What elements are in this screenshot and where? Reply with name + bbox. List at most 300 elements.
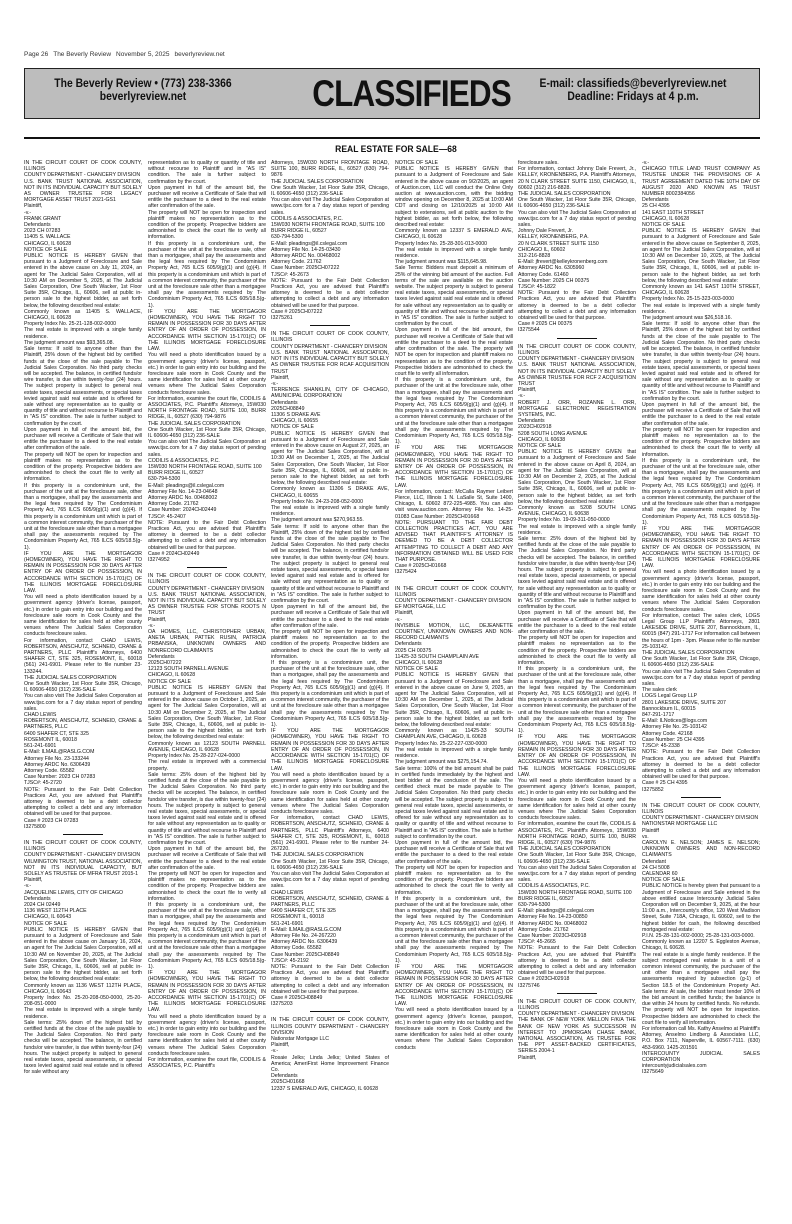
notice-line: You can also visit The Judicial Sales Corporation at www.tjsc.com for a 7 day status report of pending sales. bbox=[24, 693, 142, 712]
notice-line: NATIONSTAR MORTGAGE LLC bbox=[642, 821, 718, 828]
notice-line: NOTE: Pursuant to the Fair Debt Collection Practices Act, you are advised that Plaintiff's attorney is deemed to be a debt collector attempting to collect a debt and any information obtained will be used for that purpose. bbox=[148, 519, 266, 551]
notice-line: Upon payment in full of the amount bid, the purchaser will receive a Certificate of Sale that will entitle the purchaser to a deed to the real estate after confirmation of the sale. bbox=[24, 426, 142, 452]
notice-line: E-Mail: ILMAIL@RASLG.COM bbox=[271, 926, 342, 933]
notice-line: 15W030 NORTH FRONTAGE ROAD, SUITE 100 bbox=[518, 889, 632, 896]
notice-line: Property Index No. 25-15-323-003-0000 bbox=[642, 296, 734, 303]
notice-line: vs. bbox=[642, 833, 649, 840]
notice-line: COUNTY DEPARTMENT - CHANCERY DIVISION bbox=[395, 598, 512, 605]
notice-line: IF YOU ARE THE MORTGAGOR (HOMEOWNER), YOU HAVE THE RIGHT TO REMAIN IN POSSESSION FOR 30 DAYS AFTER ENTRY OF AN ORDER OF POSSESSION, IN ACCORDANCE WITH SECTION 15-1701(C) OF THE ILLINOIS MORTGAGE FORECLOSURE LAW. bbox=[148, 970, 266, 1014]
banner-title: CLASSIFIEDS bbox=[312, 73, 511, 114]
notice-line: One South Wacker, 1st Floor Suite 35R, Chicago, IL 60606-4650 (312) 236-SALE bbox=[518, 197, 636, 210]
classifieds-banner bbox=[24, 68, 760, 119]
notice-line: THE JUDICIAL SALES CORPORATION bbox=[518, 191, 611, 198]
notice-line: The real estate is improved with a single family residence. bbox=[642, 302, 760, 315]
notice-line: If this property is a condominium unit, the purchaser of the unit at the foreclosure sale, other than a mortgagee, shall pay the assessments and the legal fees required by The Condominium Property Act, 765 ILCS 605/9(g)(1) and (g)(4). If this property is a condominium unit which is part of a common interest community, the purchaser of the unit at the foreclosure sale other than a mortgagee shall pay the assessments required by The Condominium Property Act, 765 ILCS 605/18.5(g-1). bbox=[148, 901, 266, 970]
notice-line: The real estate is improved with a single family residence. bbox=[518, 523, 636, 536]
notice-line: NOTICE OF SALE bbox=[395, 666, 438, 673]
notice-line: 561-241-6901 bbox=[24, 743, 57, 750]
notice-line: Defendants bbox=[518, 418, 545, 425]
notice-line: You can also visit The Judicial Sales Corporation at www.tjsc.com for a 7 day status report of pending sales. bbox=[271, 197, 389, 216]
notice-line: CHICAGO, IL 60628 bbox=[24, 240, 72, 247]
notice-line: Upon payment in full of the amount bid, the purchaser will receive a Certificate of Sale that will entitle the purchaser to a deed to the real estate after confirmation of the sale. bbox=[518, 610, 636, 636]
notice-line: The property will NOT be open for inspection and plaintiff makes no representation as to the condition of the property. Prospective bidders are admonished to check the court file to verify all information. bbox=[148, 870, 266, 902]
notice-line: For information, contact: McCalla Raymer Leibert Pierce, LLC, Illinois 1 N. LaSalle St, Suite 1400, Chicago, IL 60602 872-225-4985. You can also visit www.auction.com. Attorney File No. 14-25-01083 Case Number: 2025CH01668 bbox=[395, 488, 513, 520]
notice-line: CHICAGO, IL 60628 bbox=[642, 215, 690, 222]
notice-line: Defendants bbox=[271, 1073, 298, 1080]
notice-line: JACQUELINE LEWIS, CITY OF CHICAGO bbox=[24, 889, 124, 896]
notice-line: TJSC#: 45-2407 bbox=[148, 513, 186, 520]
notice-line: Commonly known as 11425-33 SOUTH CHAMPLAIN AVE, CHICAGO, IL 60628 bbox=[395, 728, 513, 741]
notice-line: PUBLIC NOTICE IS HEREBY GIVEN that pursuant to a Judgment of Foreclosure and Sale entered in the above cause on June 9, 2025, an agent for The Judicial Sales Corporation, will at 10:30 AM on December 1, 2025, at The Judicial Sales Corporation, One South Wacker, 1st Floor Suite 35R, Chicago, IL, 60606, sell at public in-person sale to the highest bidder, as set forth below, the following described real estate: bbox=[395, 672, 513, 729]
notice-line: You will need a photo identification issued by a government agency (driver's license, passport, etc.) in order to gain entry into our building and the foreclosure sale room in Cook County and the same identification for sales held at other county venues where The Judicial Sales Corporation conducts foreclosure sales. bbox=[24, 594, 142, 638]
notice-line: BURR RIDGE IL, 60527 bbox=[148, 470, 204, 477]
notice-line: NOTE: Pursuant to the Fair Debt Collection Practices Act, you are advised that Plaintiff's attorney is deemed to be a debt collector attempting to collect a debt and any information obtained will be used for that purpose. bbox=[518, 945, 636, 977]
notice-line: 6400 SHAFER CT, STE 325 bbox=[24, 730, 89, 737]
notice-column bbox=[518, 160, 636, 1212]
notice-line: I3274952 bbox=[148, 557, 170, 563]
notice-line: Sale Terms: Bidders must deposit a minimum of 25% of the winning bid amount of the auction. Full terms of the sale are available on the auction website. The subject property is subject to general real estate taxes, special assessments, or special taxes levied against said real estate and is offered for sale without any representation as to quality or quantity of title and without recourse to plaintiff and in "AS IS" condition. The sale is further subject to confirmation by the court. bbox=[395, 265, 513, 328]
notice-line: ROSEMONT IL, 60018 bbox=[24, 736, 77, 743]
notice-column bbox=[148, 160, 266, 1212]
notice-column bbox=[24, 160, 142, 1212]
notice-line: Case Number: 2023CH02918 bbox=[518, 932, 587, 939]
notice-line: NOTICE OF SALE bbox=[642, 222, 685, 229]
notice-line: If this property is a condominium unit, the purchaser of the unit at the foreclosure sale, other than a mortgagee, shall pay the assessments and the legal fees required by The Condominium Property Act, 765 ILCS 605/9(g)(1) and (g)(4). If this property is a condominium unit which is part of a common interest community, the purchaser of the unit at the foreclosure sale other than a mortgagee shall pay the assessments required by The Condominium Property Act, 765 ILCS 605/18.5(g-1). bbox=[271, 660, 389, 729]
notice-line: For information, contact The sales clerk, LOGS Legal Group LLP Plaintiff's Attorneys, 2801 LAKESIDE DRIVE, SUITE 207, Bannockburn, IL, 60015 (847) 291-1717 For information call between the hours of 1pm - 3pm. Please refer to file number 25-103142. bbox=[642, 612, 760, 650]
notice-line: KELLEY, KRONENBERG, P.A. bbox=[518, 234, 589, 241]
notice-line: Attorney ARDC No. 6305960 bbox=[518, 265, 585, 272]
notice-line: Attorney ARDC No. 00468002 bbox=[271, 253, 341, 260]
notice-line: E-Mail: pleadings@il.cslegal.com bbox=[148, 482, 225, 489]
notice-divider bbox=[63, 834, 103, 835]
notice-line: The property will NOT be open for inspection and plaintiff makes no representation as to the condition of the property. Prospective bidders are admonished to check the court file to verify all information. bbox=[518, 635, 636, 667]
notice-line: Attorney Code. 21762 bbox=[271, 259, 322, 266]
notice-line: CHICAGO, IL 60655 bbox=[271, 418, 319, 425]
notice-line: Plaintiff, bbox=[395, 610, 414, 617]
notice-line: CAROLYN E. NELSON; JAMES E. NELSON; UNKNOWN OWNERS AND NON-RECORD CLAIMANTS bbox=[642, 839, 760, 859]
notice-line: PUBLIC NOTICE IS HEREBY GIVEN that pursuant to a Judgment of Foreclosure and Sale entered in the above cause on 9/2/2025, an agent of Auction.com, LLC will conduct the Online Only auction at www.auction.com, with the bidding window opening on December 8, 2025 at 10:00 AM CDT and closing on 12/10/2025 at 10:00 AM subject to extensions, sell at public auction to the highest bidder, as set forth below, the following described real estate: bbox=[395, 166, 513, 229]
banner-contact bbox=[37, 78, 249, 104]
notice-line: Property Index No. 24-23-208-052-0000 bbox=[271, 498, 363, 505]
notice-line: Defendant bbox=[642, 858, 666, 865]
notice-line: For information, examine the court file, CODILIS & ASSOCIATES, P.C. Plaintiff's Attorneys, 15W030 NORTH FRONTAGE ROAD, SUITE 100, BURR RIDGE, IL, 60527 (630) 794-9876 bbox=[518, 821, 636, 846]
notice-line: Upon payment in full of the amount bid, the purchaser will receive a Certificate of Sale that will entitle the purchaser to a deed to the real estate after confirmation of the sale. bbox=[148, 184, 266, 210]
notice-line: 2025CH07222 bbox=[148, 660, 182, 667]
notice-line: CHAD LEWIS bbox=[271, 889, 304, 896]
notice-divider bbox=[187, 567, 227, 568]
notice-line: The property will NOT be open for inspection and plaintiff makes no representation as to the condition of the property. Prospective bidders are admonished to check the court file to verify all information. bbox=[24, 451, 142, 483]
notice-line: The real estate is improved with a single family residence. bbox=[24, 1007, 142, 1020]
notice-line: Sale terms: If sold to anyone other than the Plaintiff, 25% down of the highest bid by certified funds at the close of the sale payable to The Judicial Sales Corporation. No third party checks will be accepted. The balance, in certified funds/or wire transfer, is due within twenty-four (24) hours. The subject property is subject to general real estate taxes, special assessments, or special taxes levied against said real estate and is offered for sale without any representation as to quality or quantity of title and without recourse to Plaintiff and in "AS IS" condition. The sale is further subject to confirmation by the court. bbox=[642, 321, 760, 402]
notice-line: LOGS Legal Group LLP bbox=[642, 693, 698, 700]
notice-line: Defendants bbox=[642, 197, 669, 204]
notice-line: Commonly known as 12123 SOUTH PARNELL AVENUE, CHICAGO, IL 60628 bbox=[148, 740, 266, 753]
notice-line: For information, examine the court file, CODILIS & ASSOCIATES, P.C. Plaintiff's Attorneys, 15W030 NORTH FRONTAGE ROAD, SUITE 100, BURR RIDGE, IL, 60527 (630) 794-9876 bbox=[148, 395, 266, 421]
notice-line: ROSEMONT IL, 60018 bbox=[271, 914, 324, 921]
notice-line: The real estate is improved with a single family residence. bbox=[271, 504, 389, 518]
notice-line: IF YOU ARE THE MORTGAGOR (HOMEOWNER), YOU HAVE THE RIGHT TO REMAIN IN POSSESSION FOR 30 DAYS AFTER ENTRY OF AN ORDER OF POSSESSION, IN ACCORDANCE WITH SECTION 15-1701(C) OF THE ILLINOIS MORTGAGE FORECLOSURE LAW. bbox=[642, 525, 760, 570]
notice-line: For information, contact CHAD LEWIS, ROBERTSON, ANSCHUTZ, SCHNEID, CRANE & PARTNERS, PLLC Plaintiff's Attorneys, 6400 SHAFER CT, STE 325, ROSEMONT, IL, 60018 (561) 241-6901. Please refer to file number 23-133244. bbox=[24, 637, 142, 675]
notice-line: Case # 2025CH01668 bbox=[395, 563, 447, 570]
notice-line: 630-794-5300 bbox=[271, 234, 304, 241]
notice-line: WILMINGTON TRUST, NATIONAL ASSOCIATION, NOT IN ITS INDIVIDUAL CAPACITY, BUT SOLELY AS TRUSTEE OF MFRA TRUST 2015-1 bbox=[24, 858, 142, 877]
notice-line: TJSC#: 45-1822 bbox=[518, 284, 556, 291]
notice-line: CHAD LEWIS bbox=[24, 712, 57, 719]
notice-line: -v.- bbox=[642, 160, 650, 166]
notice-line: Case Number: 2025CH07222 bbox=[271, 265, 340, 272]
notice-line: You will need a photo identification issued by a government agency (driver's license, passport, etc.) in order to gain entry into our building and the foreclosure sale room in Cook County and the same identification for sales held at other county venues where The Judicial Sales Corporation conducts foreclosure sales. bbox=[271, 771, 389, 815]
notice-divider bbox=[557, 993, 597, 994]
notice-line: The judgment amount was $270,963.55. bbox=[271, 517, 364, 524]
notice-line: Johnny Dale Frevert, Jr. bbox=[518, 228, 574, 235]
notice-line: CHICAGO, IL 60638 bbox=[518, 436, 566, 443]
notice-line: 2025CH08849 bbox=[271, 405, 305, 412]
notice-line: Plaintiff bbox=[642, 827, 659, 834]
notice-line: Property Index No. 25-28-301-013-0000 bbox=[395, 240, 487, 247]
notice-line: CHICAGO, IL 60643 bbox=[24, 914, 72, 921]
notice-line: You will need a photo identification issued by a government agency (driver's license, passport, etc.) in order to gain entry into our building and the foreclosure sale room in Cook County and the same identification for sales held at other county venues where The Judicial Sales Corporation conducts foreclosure sales. bbox=[148, 352, 266, 396]
notice-line: IN THE CIRCUIT COURT OF COOK COUNTY, ILLINOIS bbox=[148, 573, 266, 586]
notice-line: IN THE CIRCUIT COURT OF COOK COUNTY, ILLINOIS bbox=[24, 839, 142, 853]
notice-line: Case # 2025CH08849 bbox=[271, 995, 323, 1002]
notice-line: Bannockburn IL, 60015 bbox=[642, 705, 696, 712]
notice-line: IN THE CIRCUIT COURT OF COOK COUNTY, ILLINOIS bbox=[642, 802, 760, 815]
notice-line: Commonly known as 1136 WEST 112TH PLACE, CHICAGO, IL 60643 bbox=[24, 982, 142, 995]
notice-line: NOTE: PURSUANT TO THE FAIR DEBT COLLECTION PRACTICES ACT, YOU ARE ADVISED THAT PLAINTIFF'S ATTORNEY IS DEEMED TO BE A DEBT COLLECTOR ATTEMPTING TO COLLECT A DEBT AND ANY INFORMATION OBTAINED WILL BE USED FOR THAT PURPOSE. bbox=[395, 519, 513, 563]
notice-line: 11306 S DRAKE AVE bbox=[271, 411, 321, 418]
notice-line: 1136 WEST 112TH PLACE bbox=[24, 908, 87, 915]
notice-line: IF YOU ARE THE MORTGAGOR (HOMEOWNER), YOU HAVE THE RIGHT TO REMAIN IN POSSESSION FOR 30 DAYS AFTER ENTRY OF AN ORDER OF POSSESSION, IN ACCORDANCE WITH SECTION 15-1701(C) OF THE ILLINOIS MORTGAGE FORECLOSURE LAW. bbox=[271, 728, 389, 772]
notice-line: The real estate is improved with a commercial property. bbox=[148, 759, 266, 772]
notice-line: You can also visit The Judicial Sales Corporation at www.tjsc.com for a 7 day status report of pending sales. bbox=[148, 439, 266, 458]
notice-line: The property will NOT be open for inspection and plaintiff makes no representation as to the condition of the property. Prospective bidders are admonished to check the court file to verify all information. bbox=[642, 426, 760, 458]
notice-line: E-Mail: pleadings@il.cslegal.com bbox=[271, 240, 348, 247]
banner-email-deadline bbox=[525, 78, 741, 104]
notice-line: CODILIS & ASSOCIATES, P.C. bbox=[148, 457, 220, 464]
notice-line: Sale terms: 25% down of the highest bid by certified funds at the close of the sale payable to The Judicial Sales Corporation. No third party checks will be accepted. The balance, in certified funds/or wire transfer, is due within twenty-four (24) hours. The subject property is subject to general real estate taxes, special assessments, or special taxes levied against said real estate and is offered for sale without any representation as to quality or quantity of title and without recourse to Plaintiff and in "AS IS" condition. The sale is further subject to confirmation by the court. bbox=[148, 771, 266, 846]
notice-line: IN THE CIRCUIT COURT OF COOK COUNTY, ILLINOIS bbox=[271, 331, 389, 344]
notice-line: Case # 2024CH02449 bbox=[148, 550, 200, 557]
notice-line: Defendants bbox=[24, 222, 51, 229]
notice-line: PUBLIC NOTICE IS HEREBY GIVEN that pursuant to a Judgment of Foreclosure and Sale entered in the above cause on April 8, 2024, an agent for The Judicial Sales Corporation, will at 10:30 AM on December 2, 2025, at The Judicial Sales Corporation, One South Wacker, 1st Floor Suite 35R, Chicago, IL, 60606, sell at public in-person sale to the highest bidder, as set forth below, the following described real estate: bbox=[518, 449, 636, 505]
notice-line: THE JUDICIAL SALES CORPORATION bbox=[271, 178, 364, 185]
notice-line: One South Wacker, 1st Floor Suite 35R, Chicago, IL 60606-4650 (312) 236-SALE bbox=[642, 656, 760, 669]
notice-line: PUBLIC NOTICE IS HEREBY GIVEN that pursuant to a Judgment of Foreclosure and Sale entered in the above cause on August 27, 2025, an agent for The Judicial Sales Corporation, will at 10:30 AM on December 1, 2025, at The Judicial Sales Corporation, One South Wacker, 1st Floor Suite 35R, Chicago, IL, 60606, sell at public in-person sale to the highest bidder, as set forth below, the following described real estate: bbox=[271, 430, 389, 487]
notice-line: IF YOU ARE THE MORTGAGOR (HOMEOWNER), YOU HAVE THE RIGHT TO REMAIN IN POSSESSION FOR 30 DAYS AFTER ENTRY OF AN ORDER OF POSSESSION, IN ACCORDANCE WITH SECTION 15-1701(C) OF THE ILLINOIS MORTGAGE FORECLOSURE LAW. bbox=[395, 964, 513, 1008]
notice-line: Upon payment in full of the amount bid, the purchaser will receive a Certificate of Sale that will entitle the purchaser to a deed to the real estate after confirmation of the sale. bbox=[271, 604, 389, 629]
notice-line: THE JUDICIAL SALES CORPORATION bbox=[24, 674, 117, 681]
notice-line: INTERCOUNTY JUDICIAL SALES CORPORATION bbox=[642, 1050, 760, 1064]
notice-line: CHICAGO, IL 60628 bbox=[395, 660, 443, 667]
notice-line: THE JUDICIAL SALES CORPORATION bbox=[518, 846, 611, 853]
notice-line: Commonly known as 12337 S EMERALD AVE, CHICAGO, IL 60628 bbox=[395, 228, 513, 241]
notice-line: Plaintiff, bbox=[24, 877, 43, 884]
notice-line: COUNTY DEPARTMENT - CHANCERY DIVISION bbox=[518, 1011, 635, 1018]
notice-line: If this property is a condominium unit, the purchaser of the unit at the foreclosure sale, other than a mortgagee, shall pay the assessments and the legal fees required by The Condominium Property Act, 765 ILCS 605/9(g)(1) and (g)(4). If this property is a condominium unit which is part of a common interest community, the purchaser of the unit at the foreclosure sale other than a mortgagee shall pay the assessments required by The Condominium Property Act, 765 ILCS 605/18.5(g-1). bbox=[395, 895, 513, 964]
notice-line: PUBLIC NOTICE IS HEREBY GIVEN that pursuant to a Judgment of Foreclosure and Sale entered in the above cause on October 1, 2025, an agent for The Judicial Sales Corporation, will at 10:30 AM on December 2, 2025, at The Judicial Sales Corporation, One South Wacker, 1st Floor Suite 35R, Chicago, IL, 60606, sell at public in-person sale to the highest bidder, as set forth below, the following described real estate: bbox=[148, 684, 266, 741]
notice-line: NOTE: Pursuant to the Fair Debt Collection Practices Act, you are advised that Plaintiff's attorney is deemed to be a debt collector attempting to collect a debt and any information obtained will be used for that purpose. bbox=[271, 964, 389, 995]
banner-email: E-mail: classifieds@beverlyreview.net bbox=[539, 78, 727, 90]
notice-line: If this property is a condominium unit, the purchaser of the unit at the foreclosure sale, other than a mortgagee, shall pay the assessments and the legal fees required by The Condominium Property Act, 765 ILCS 605/9(g)(1) and (g)(4). If this property is a condominium unit which is part of a common interest community, the purchaser of the unit at the foreclosure sale other than a mortgagee shall pay the assessments required by The Condominium Property Act, 765 ILCS 605/18.5(g-1). bbox=[148, 240, 266, 309]
notice-divider bbox=[557, 338, 597, 339]
notice-line: PUBLIC NOTICE IS HEREBY GIVEN that pursuant to a Judgment of Foreclosure and Sale entered in the above cause on July 11, 2024, an agent for The Judicial Sales Corporation, will at 10:30 AM on December 5, 2025, at The Judicial Sales Corporation, One South Wacker, 1st Floor Suite 35R, Chicago, IL, 60606, sell at public in-person sale to the highest bidder, as set forth below, the following described real estate: bbox=[24, 253, 142, 309]
notice-line: If this property is a condominium unit, the purchaser of the unit at the foreclosure sale, other than a mortgagee, shall pay the assessments and the legal fees required by The Condominium Property Act, 765 ILCS 605/9(g)(1) and (g)(4). If this property is a condominium unit which is part of a common interest community, the purchaser of the unit at the foreclosure sale other than a mortgagee shall pay the assessments required by The Condominium Property Act, 765 ILCS 605/18.5(g-1). bbox=[395, 377, 513, 446]
notice-line: Property Index No. 25-20-208-050-0000, 25-20-208-051-0000 bbox=[24, 995, 142, 1008]
notice-line: TERRENCE SHANKLIN, CITY OF CHICAGO, AMUNICIPAL CORPORATION bbox=[271, 387, 389, 400]
notice-line: Defendants bbox=[24, 895, 51, 902]
notice-line: Attorney ARDC No. 6306439 bbox=[271, 939, 338, 946]
notice-line: PUBLIC NOTICE IS HEREBY GIVEN that pursuant to a Judgment of Foreclosure and Sale entered in the above cause on January 16, 2024, an agent for The Judicial Sales Corporation, will at 10:30 AM on November 20, 2025, at The Judicial Sales Corporation, One South Wacker, 1st Floor Suite 35R, Chicago, IL, 60606, sell at public in-person sale to the highest bidder, as set forth below, the following described real estate: bbox=[24, 926, 142, 983]
notice-line: 20 N CLARK STREET SUITE 1150 bbox=[518, 240, 599, 247]
notice-line: One South Wacker, 1st Floor Suite 35R, Chicago, IL 60606-4650 (312) 236-SALE bbox=[24, 681, 142, 694]
notice-line: The judgment amount was $115,645.98. bbox=[395, 259, 488, 266]
notice-line: I3275649 bbox=[642, 1069, 664, 1076]
notice-line: 141 EAST 110TH STREET bbox=[642, 209, 705, 216]
notice-line: 15W030 NORTH FRONTAGE ROAD, SUITE 100 bbox=[271, 222, 385, 229]
notice-line: BURR RIDGE IL, 60527 bbox=[518, 895, 574, 902]
notice-line: Case Number: 2024CH02449 bbox=[148, 507, 217, 514]
notice-line: CHICAGO TITLE LAND TRUST COMPANY AS TRUSTEE UNDER THE PROVISIONS OF A TRUST AGREEMENT DATED THE 10TH DAY OF AUGUST 2020 AND KNOWN AS TRUST NUMBER 8002384056 bbox=[642, 166, 760, 198]
notice-line: 2023CH02918 bbox=[518, 424, 552, 431]
site-url: beverlyreview.net bbox=[174, 51, 225, 58]
notice-line: representation as to quality or quantity of title and without recourse to Plaintiff and in "AS IS" condition. The sale is further subject to confirmation by the court. bbox=[148, 160, 266, 185]
notice-line: NOTE: Pursuant to the Fair Debt Collection Practices Act, you are advised that Plaintiff's attorney is deemed to be a debt collector attempting to collect a debt and any information obtained will be used for that purpose. bbox=[271, 277, 389, 309]
notice-line: Case # 2023CH02918 bbox=[518, 976, 570, 983]
notice-line: Plaintiff, bbox=[148, 616, 167, 623]
notice-line: IN THE CIRCUIT COURT OF COOK COUNTY, ILLINOIS bbox=[518, 998, 636, 1012]
notice-line: One South Wacker, 1st Floor Suite 35R, Chicago, IL 60606-4650 (312) 236-SALE bbox=[271, 858, 389, 871]
notice-line: IF YOU ARE THE MORTGAGOR (HOMEOWNER), YOU HAVE THE RIGHT TO REMAIN IN POSSESSION FOR 30 DAYS AFTER ENTRY OF AN ORDER OF POSSESSION, IN ACCORDANCE WITH SECTION 15-1701(C) OF THE ILLINOIS MORTGAGE FORECLOSURE LAW. bbox=[148, 308, 266, 353]
notice-line: Case # 2023 CH 07283 bbox=[24, 817, 79, 824]
notice-line: 561-241-6901 bbox=[271, 920, 304, 927]
notice-line: NOTE: Pursuant to the Fair Debt Collection Practices Act, you are advised that Plaintiff's attorney is deemed to be a debt collector attempting to collect a debt and any information obtained will be used for that purpose. bbox=[642, 749, 760, 781]
notice-line: E-Mail: ILMAIL@RASLG.COM bbox=[24, 749, 95, 756]
notice-line: TJSC#: 45-2720 bbox=[24, 780, 62, 787]
notice-line: IN THE CIRCUIT COURT OF COOK COUNTY, ILLINOIS bbox=[24, 160, 142, 173]
notice-line: IN THE CIRCUIT COURT OF COOK COUNTY, ILLINOIS bbox=[395, 585, 513, 598]
notice-line: The property will NOT be open for inspection and plaintiff makes no representation as to the condition of the property. Prospective bidders are admonished to check the court file to verify all information. bbox=[148, 209, 266, 241]
page-number: Page 26 bbox=[24, 51, 49, 58]
notice-line: THE JUDICIAL SALES CORPORATION bbox=[148, 420, 241, 427]
notice-line: 6400 SHAFER CT, STE 325 bbox=[271, 908, 336, 915]
notice-line: Attorney File No. 14-25-03430 bbox=[271, 246, 341, 253]
notice-line: The sales clerk bbox=[642, 687, 677, 694]
notice-line: U.S. BANK TRUST NATIONAL ASSOCIATION, NOT IN ITS INDIVIDUAL CAPACITY BUT SOLELY AS OWNER TRUSTEE FOR RCF 2 ACQUISITION TRUST bbox=[518, 362, 636, 387]
notice-line: Property Index No. 25-21-128-002-0000 bbox=[24, 321, 116, 328]
notice-line: If this property is a condominium unit, the purchaser of the unit at the foreclosure sale, other than a mortgagee, shall pay the assessments and the legal fees required by The Condominium Property Act, 765 ILCS 605/9(g)(1) and (g)(4). If this property is a condominium unit which is part of a common interest community, the purchaser of the unit at the foreclosure sale other than a mortgagee shall pay the assessments required by The Condominium Property Act, 765 ILCS 605/18.5(g-1). bbox=[24, 482, 142, 551]
notice-line: 312-216-8828 bbox=[518, 253, 551, 260]
notice-line: Attorney Code. 21762 bbox=[148, 501, 199, 508]
notice-line: Property Index No. 25-28-227-024-0000 bbox=[148, 753, 240, 760]
notice-line: You can also visit The Judicial Sales Corporation at www.tjsc.com for a 7 day status report of pending sales. bbox=[271, 870, 389, 890]
section-rule bbox=[24, 137, 760, 139]
notice-line: Plaintiff, bbox=[271, 374, 290, 381]
notice-line: Upon payment in full of the amount bid, the purchaser will receive a Certificate of Sale that will entitle the purchaser to a deed to the real estate after confirmation of the sale. bbox=[148, 846, 266, 871]
notice-line: Attorney Code. 65582 bbox=[271, 945, 322, 952]
notice-line: Attorney Code. 61460 bbox=[518, 271, 569, 278]
notice-line: Attorney Code. 21762 bbox=[518, 926, 569, 933]
notice-line: IF YOU ARE THE MORTGAGOR (HOMEOWNER), YOU HAVE THE RIGHT TO REMAIN IN POSSESSION FOR 30 DAYS AFTER ENTRY OF AN ORDER OF POSSESSION, IN ACCORDANCE WITH SECTION 15-1701(C) OF THE ILLINOIS MORTGAGE FORECLOSURE LAW. bbox=[24, 550, 142, 595]
notice-line: If this property is a condominium unit, the purchaser of the unit at the foreclosure sale, other than a mortgagee, shall pay the assessments and the legal fees required by The Condominium Property Act, 765 ILCS 605/9(g)(1) and (g)(4). If this property is a condominium unit which is part of a common interest community, the purchaser of the unit at the foreclosure sale other than a mortgagee shall pay the assessments required by The Condominium Property Act, 765 ILCS 605/18.5(g-1). bbox=[518, 666, 636, 735]
notice-line: BURR RIDGE IL, 60527 bbox=[271, 228, 327, 235]
notice-line: I3275261 bbox=[271, 315, 293, 322]
notice-line: 2801 LAKESIDE DRIVE, SUITE 207 bbox=[642, 699, 726, 706]
notice-line: U.S. BANK TRUST NATIONAL ASSOCIATION, NOT IN ITS INDIVIDUAL CAPACITY BUT SOLELY AS OWNER TRUSTEE FOR LEGACY MORTGAGE ASSET TRUST 2021-GS1 bbox=[24, 178, 142, 204]
notice-line: Attorney File No. 23-133244 bbox=[24, 755, 89, 762]
notice-line: -v.- bbox=[148, 622, 156, 629]
notice-line: NOTICE OF SALE bbox=[271, 424, 314, 431]
paper-name: The Beverly Review bbox=[53, 51, 112, 58]
notice-line: Commonly known as 141 EAST 110TH STREET, CHICAGO, IL 60628 bbox=[642, 284, 760, 297]
notice-line: For information, contact CHAD LEWIS, ROBERTSON, ANSCHUTZ, SCHNEID, CRANE & PARTNERS, PLLC Plaintiff's Attorneys, 6400 SHAFER CT, STE 325, ROSEMONT, IL, 60018 (561) 241-6901. Please refer to file number 24-267220. bbox=[271, 815, 389, 853]
notice-column bbox=[642, 160, 760, 1212]
notice-line: Attorney ARDC No. 00468002 bbox=[518, 920, 588, 927]
notice-line: IF YOU ARE THE MORTGAGOR (HOMEOWNER), YOU HAVE THE RIGHT TO REMAIN IN POSSESSION FOR 30 DAYS AFTER ENTRY OF AN ORDER OF POSSESSION, IN ACCORDANCE WITH SECTION 15-1701(C) OF THE ILLINOIS MORTGAGE FORECLOSURE LAW. bbox=[518, 734, 636, 778]
notice-line: Commonly known as 5208 SOUTH LONG AVENUE, CHICAGO, IL 60638 bbox=[518, 504, 636, 518]
notice-line: I3275852 bbox=[642, 786, 664, 793]
notice-line: Nationstar Mortgage LLC bbox=[271, 1036, 329, 1043]
notice-line: FRANK GRANT bbox=[24, 215, 62, 222]
notice-line: I3275424 bbox=[395, 569, 417, 576]
notice-line: 847-291-1717 bbox=[642, 712, 675, 719]
notice-line: Property Index No. 19-09-311-050-0000 bbox=[518, 517, 610, 524]
notice-column bbox=[271, 160, 389, 1212]
notice-line: The judgment amount was $93,365.08. bbox=[24, 339, 114, 346]
notice-line: Sale terms: If sold to anyone other than the Plaintiff, 25% down of the highest bid by certified funds at the close of the sale payable to The Judicial Sales Corporation. No third party checks will be accepted. The balance, in certified funds/or wire transfer, is due within twenty-four (24) hours. The subject property is subject to general real estate taxes, special assessments, or special taxes levied against said real estate and is offered for sale without any representation as to quality or quantity of title and without recourse to Plaintiff and in "AS IS" condition. The sale is further subject to confirmation by the court. bbox=[24, 346, 142, 427]
notice-line: 11405 S. WALLACE bbox=[24, 234, 71, 241]
notice-line: You will need a photo identification issued by a government agency (driver's license, passport, etc.) in order to gain entry into our building and the foreclosure sale room in Cook County and the same identification for sales held at other county venues where The Judicial Sales Corporation conducts foreclosure sales. bbox=[518, 777, 636, 822]
notice-line: You can also visit The Judicial Sales Corporation at www.tjsc.com for a 7 day status report of pending sales. bbox=[642, 668, 760, 688]
banner-deadline: Deadline: Fridays at 4 p.m. bbox=[567, 91, 699, 103]
notice-line: NOTICE OF SALE bbox=[395, 160, 438, 166]
notice-line: CODILIS & ASSOCIATES, P.C. bbox=[271, 215, 343, 222]
notice-line: 25 CH 4395 bbox=[642, 203, 670, 210]
notice-line: 2025 CH 00375 bbox=[395, 647, 432, 654]
notice-line: Attorney File No. 14-23-00850 bbox=[518, 914, 588, 921]
notice-line: Commonly known as 11306 S DRAKE AVE, CHICAGO, IL 60655 bbox=[271, 486, 389, 499]
notice-line: 5208 SOUTH LONG AVENUE bbox=[518, 430, 588, 437]
notice-line: 12123 SOUTH PARNELL AVENUE bbox=[148, 666, 229, 673]
section-title: REAL ESTATE FOR SALE—68 bbox=[335, 144, 457, 155]
notice-line: Upon payment in full of the amount bid, the purchaser will receive a Certificate of Sale that will entitle the purchaser to a deed to the real estate after confirmation of the sale. bbox=[395, 839, 513, 865]
notice-line: NOTICE OF SALE bbox=[24, 246, 67, 253]
notice-line: EF MORTGAGE, LLC bbox=[395, 604, 446, 611]
notice-line: Attorney ARDC No. 6306439 bbox=[24, 761, 91, 768]
notice-line: Rosaie Jelks; Linda Jelks; United States of America; AmeriFirst Home Improvement Finance Co. bbox=[271, 1054, 389, 1074]
notice-line: Plaintiff, bbox=[518, 387, 537, 394]
notice-line: IF YOU ARE THE MORTGAGOR (HOMEOWNER), YOU HAVE THE RIGHT TO REMAIN IN POSSESSION FOR 30 DAYS AFTER ENTRY OF AN ORDER OF POSSESSION, IN ACCORDANCE WITH SECTION 15-1701(C) OF THE ILLINOIS MORTGAGE FORECLOSURE LAW. bbox=[395, 445, 513, 489]
notice-line: COUNTY DEPARTMENT - CHANCERY DIVISION bbox=[24, 172, 141, 179]
notice-line: Property Index No. 25-22-227-030-0000 bbox=[395, 740, 487, 747]
notice-line: -v.- bbox=[395, 616, 403, 623]
notice-line: THE BANK OF NEW YORK MELLON F/K/A THE BANK OF NEW YORK AS SUCCESSOR IN INTEREST TO JPMORGAN CHASE BANK, NATIONAL ASSOCIATION, AS TRUSTEE FOR THE PPT ASSET-BACKED CERTIFICATES, SERIES 2004-1 bbox=[518, 1017, 636, 1055]
notice-line: Attorneys, 15W030 NORTH FRONTAGE ROAD, SUITE 100, BURR RIDGE, IL, 60527 (630) 794-9876 bbox=[271, 160, 389, 179]
notice-line: TJSC#: 45-2673 bbox=[271, 271, 309, 278]
notice-line: The real estate is a single family residence. If the subject mortgaged real estate is a unit of a common interest community, the purchaser of the unit other than a mortgagee shall pay the assessments required by subsection (g-1) of Section 18.5 of the Condominium Property Act. Sale terms: At sale, the bidder must tender 10% of the bid amount in certified funds; the balance is due within 24 hours by certified funds. No refunds. The property will NOT be open for inspection. Prospective bidders are admonished to check the court file to verify all information. bbox=[642, 951, 760, 1026]
notice-line: The real estate is improved with a single family residence. bbox=[395, 246, 513, 260]
notice-line: -v.- bbox=[518, 393, 526, 400]
notice-line: Attorney Code. 42168 bbox=[642, 730, 693, 737]
notice-line: NOTICE OF SALE bbox=[148, 678, 191, 685]
notice-line: 2023 CH 07283 bbox=[24, 228, 61, 235]
notice-line: The judgment amount was $275,154.74. bbox=[395, 759, 488, 766]
notice-line: The real estate is improved with a single family residence. bbox=[395, 746, 513, 760]
notice-line: ROBERT J. ORR, ROZANNE L. ORR, MORTGAGE ELECTRONIC REGISTRATION SYSTEMS, INC. bbox=[518, 399, 636, 418]
notice-line: -v.- bbox=[24, 209, 32, 216]
notice-line: 630-794-5300 bbox=[518, 901, 551, 908]
notice-line: I3275746 bbox=[518, 982, 540, 989]
notice-line: P.I.N. 25-28-131-002-0000; 25-28-131-003-0000. bbox=[642, 932, 755, 939]
notice-line: Case # 2025 CH 00375 bbox=[518, 321, 573, 328]
notice-line: Sale terms: 25% down of the highest bid by certified funds at the close of the sale payable to The Judicial Sales Corporation. No third party checks will be accepted. The balance, in certified funds/or wire transfer, is due within twenty-four (24) hours. The subject property is subject to general real estate taxes, special assessments, or special taxes levied against said real estate and is offered for sale without any representation as to quality or quantity of title and without recourse to Plaintiff and in "AS IS" condition. The sale is further subject to confirmation by the court. bbox=[518, 535, 636, 611]
notice-line: U.S. BANK TRUST NATIONAL ASSOCIATION, NOT IN ITS INDIVIDUAL CAPACITY BUT SOLELY AS OWNER TRUSTEE FOR RCAF ACQUISITION TRUST bbox=[271, 349, 389, 375]
notice-line: Plaintiff, bbox=[518, 1054, 537, 1061]
notice-line: 24 CH 5008 bbox=[642, 864, 670, 871]
notice-line: I3275800 bbox=[24, 823, 46, 830]
notice-line: Defendants bbox=[148, 653, 175, 660]
notice-line: NOTE: Pursuant to the Fair Debt Collection Practices Act, you are advised that Plaintiff's attorney is deemed to be a debt collector attempting to collect a debt and any information obtained will be used for that purpose. bbox=[518, 290, 636, 322]
notice-line: Attorney File No. 14-23-04648 bbox=[148, 488, 218, 495]
banner-website: beverlyreview.net bbox=[99, 91, 187, 103]
notice-line: E-Mail: pleadings@il.cslegal.com bbox=[518, 908, 595, 915]
notice-line: INVISIBLE MOTION, LLC, DEJEANETTE COURTNEY, UNKNOWN OWNERS AND NON-RECORD CLAIMANTS bbox=[395, 622, 513, 642]
notice-line: ROBERTSON, ANSCHUTZ, SCHNEID, CRANE & PARTNERS, PLLC bbox=[24, 718, 142, 731]
notice-line: Sale terms: 25% down of the highest bid by certified funds at the close of the sale payable to The Judicial Sales Corporation. No third party checks will be accepted. The balance, in certified funds/or wire transfer, is due within twenty-four (24) hours. The subject property is subject to general real estate taxes, special assessments, or special taxes levied against said real estate and is offered for sale without any bbox=[24, 1019, 142, 1076]
notice-line: NOTICE OF SALE bbox=[24, 920, 67, 927]
notice-line: THE JUDICIAL SALES CORPORATION bbox=[642, 650, 735, 657]
notice-line: One South Wacker, 1st Floor Suite 35R, Chicago, IL 60606-4650 (312) 236-SALE bbox=[148, 426, 266, 439]
notice-line: -v.- bbox=[271, 1048, 279, 1055]
notice-line: CALENDAR 60 bbox=[642, 870, 678, 877]
notice-line: U.S. BANK TRUST NATIONAL ASSOCIATION, NOT IN ITS INDIVIDUAL CAPACITY BUT SOLELY AS OWNER TRUSTEE FOR STONE ROOTS N TRUST bbox=[148, 591, 266, 617]
notice-line: Sale terms: If sold to anyone other than the Plaintiff, 25% down of the highest bid by certified funds at the close of the sale payable to The Judicial Sales Corporation. No third party checks will be accepted. The balance, in certified funds/or wire transfer, is due within twenty-four (24) hours. The subject property is subject to general real estate taxes, special assessments, or special taxes levied against said real estate and is offered for sale without any representation as to quality or quantity of title and without recourse to Plaintiff and in "AS IS" condition. The sale is further subject to confirmation by the court. bbox=[271, 523, 389, 605]
notice-line: 2024 CH 02449 bbox=[24, 901, 61, 908]
notice-line: Sale terms: 100% of the bid amount shall be paid in certified funds immediately by the highest and best bidder at the conclusion of the sale. The certified check must be made payable to The Judicial Sales Corporation. No third party checks will be accepted. The subject property is subject to general real estate taxes, special assessments, or special taxes levied against said real estate and is offered for sale without any representation as to quality or quantity of title and without recourse to Plaintiff and in "AS IS" condition. The sale is further subject to confirmation by the court. bbox=[395, 765, 513, 840]
notice-line: The property will NOT be open for inspection and plaintiff makes no representation as to the condition of the property. Prospective bidders are admonished to check the court file to verify all information. bbox=[271, 629, 389, 660]
notice-line: I3275544 bbox=[518, 327, 540, 334]
notice-line: PUBLIC NOTICE IS HEREBY GIVEN that pursuant to a Judgment of Foreclosure and Sale entered in the above cause on September 8, 2025, an agent for The Judicial Sales Corporation, will at 10:30 AM on December 10, 2025, at The Judicial Sales Corporation, One South Wacker, 1st Floor Suite 35R, Chicago, IL, 60606, sell at public in-person sale to the highest bidder, as set forth below, the following described real estate: bbox=[642, 228, 760, 284]
notice-line: TJSC#: 45-2665 bbox=[518, 939, 556, 946]
notice-line: I3275203 bbox=[271, 1001, 293, 1008]
notice-line: Case Number: 2025CH08849 bbox=[271, 951, 340, 958]
notice-line: 12337 S EMERALD AVE, CHICAGO, IL 60628 bbox=[271, 1085, 378, 1092]
notice-line: E-Mail: ILNotices@logs.com bbox=[642, 718, 708, 725]
notice-line: You will need a photo identification issued by a government agency (driver's license, passport, etc.) in order to gain entry into our building and the foreclosure sale room in Cook County and the same identification for sales held at other county venues where The Judicial Sales Corporation conducts bbox=[395, 1007, 513, 1051]
notice-line: foreclosure sales. bbox=[518, 160, 559, 166]
notice-line: COUNTY DEPARTMENT - CHANCERY DIVISION bbox=[24, 852, 141, 859]
notice-line: COUNTY DEPARTMENT - CHANCERY DIVISION bbox=[148, 585, 265, 592]
notice-line: You will need a photo identification issued by a government agency (driver's license, passport, etc.) in order to gain entry into our building and the foreclosure sale room in Cook County and the same identification for sales held at other county venues where The Judicial Sales Corporation conducts foreclosure sales. bbox=[642, 569, 760, 613]
notice-line: Upon payment in full of the amount bid, the purchaser will receive a Certificate of Sale that will entitle the purchaser to a deed to the real estate after confirmation of the sale. bbox=[642, 401, 760, 427]
notice-line: TJSC#: 45-2192 bbox=[271, 957, 309, 964]
notice-column bbox=[395, 160, 513, 1212]
notice-line: -v.- bbox=[271, 380, 279, 387]
notice-line: Case Number: 25 CH 4395 bbox=[642, 736, 705, 743]
notice-line: PUBLIC NOTICE is hereby given that pursuant to a Judgment of Foreclosure and Sale entered in the above entitled cause Intercounty Judicial Sales Corporation will on December 9, 2025, at the hour 11:00 a.m., Intercounty's office, 120 West Madison Street, Suite 718A, Chicago, IL 60602, sell to the highest bidder for cash, the following described mortgaged real estate: bbox=[642, 883, 760, 933]
notice-line: 11425-33 SOUTH CHAMPLAIN AVE bbox=[395, 653, 479, 660]
page-folio bbox=[24, 51, 230, 58]
notice-line: NOTICE OF SALE bbox=[518, 442, 561, 449]
notice-line: Commonly known as 12207 S. Eggleston Avenue, Chicago, IL 60628. bbox=[642, 939, 760, 952]
notice-line: One South Wacker, 1st Floor Suite 35R, Chicago, IL 60606-4650 (312) 236-SALE bbox=[271, 184, 389, 198]
notice-line: You will need a photo identification issued by a government agency (driver's license, passport, etc.) in order to gain entry into our building and the foreclosure sale room in Cook County and the same identification for sales held at other county venues where The Judicial Sales Corporation conducts foreclosure sales. bbox=[148, 1013, 266, 1057]
notice-line: COUNTY DEPARTMENT - CHANCERY DIVISION bbox=[271, 343, 388, 350]
banner-phone: The Beverly Review • (773) 238-3366 bbox=[54, 78, 232, 90]
notice-line: NOTE: Pursuant to the Fair Debt Collection Practices Act, you are advised that Plaintiff's attorney is deemed to be a debt collector attempting to collect a debt and any information obtained will be used for that purpose. bbox=[24, 786, 142, 818]
notice-divider bbox=[310, 1011, 350, 1012]
notice-line: OA HOMES, LLC, CHRISTOPHER URBAN, ANETA URBAN, PATTEK RUSIN, PATRICIA PRBANSKA, UNKNOWN OWNERS AND NONRECORD CLAIMANTS bbox=[148, 629, 266, 654]
notice-line: For information, contact Johnny Dale Frevert, Jr., KELLEY, KRONENBERG, P.A. Plaintiff's Attorneys, 20 N CLARK STREET SUITE 1150, CHICAGO, IL, 60602 (312) 216-8828. bbox=[518, 166, 636, 191]
